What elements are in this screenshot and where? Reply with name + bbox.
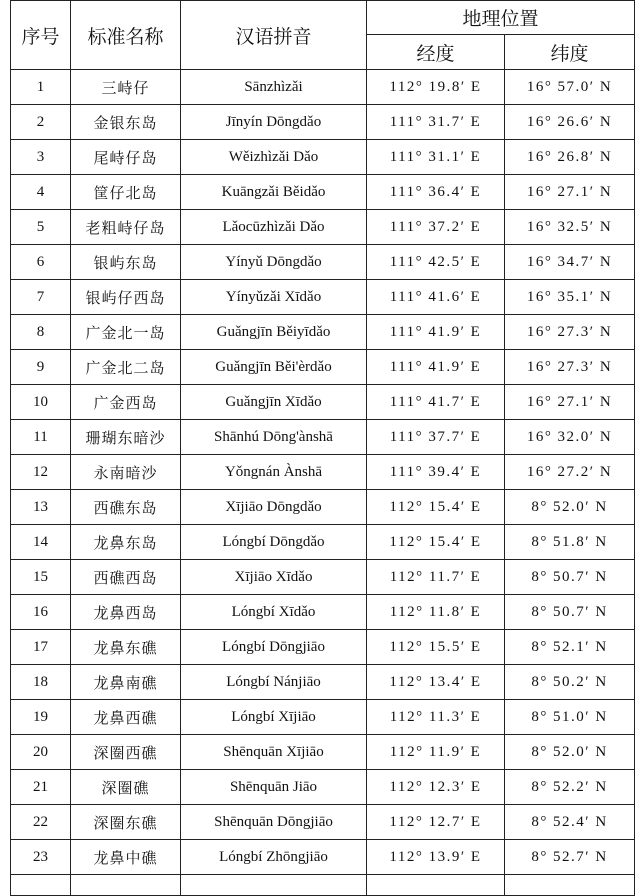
standard-name-cell: 龙鼻东礁 (71, 630, 181, 665)
row-index-cell: 21 (11, 770, 71, 805)
table-row (11, 630, 635, 665)
row-index-cell: 17 (11, 630, 71, 665)
table-row (11, 840, 635, 875)
longitude-cell: 112° 11.7′ E (367, 560, 505, 595)
standard-name-cell: 西礁东岛 (71, 490, 181, 525)
latitude-cell: 16° 26.6′ N (505, 105, 635, 140)
longitude-cell: 112° 15.5′ E (367, 630, 505, 665)
pinyin-cell: Wěizhìzǎi Dǎo (181, 140, 367, 175)
pinyin-cell: Shānhú Dōng'ànshā (181, 420, 367, 455)
row-index-cell: 22 (11, 805, 71, 840)
header-longitude: 经度 (367, 35, 505, 70)
pinyin-cell: Shēnquān Dōngjiāo (181, 805, 367, 840)
latitude-cell: 8° 52.2′ N (505, 770, 635, 805)
table-row (11, 140, 635, 175)
longitude-cell: 112° 12.7′ E (367, 805, 505, 840)
longitude-cell: 111° 41.9′ E (367, 350, 505, 385)
latitude-cell: 16° 35.1′ N (505, 280, 635, 315)
empty-cell (181, 875, 367, 896)
standard-name-cell: 筐仔北岛 (71, 175, 181, 210)
standard-name-cell: 深圈礁 (71, 770, 181, 805)
standard-name-cell: 广金北二岛 (71, 350, 181, 385)
empty-cell (71, 875, 181, 896)
row-index-cell: 3 (11, 140, 71, 175)
table-row (11, 805, 635, 840)
header-pinyin: 汉语拼音 (181, 1, 367, 70)
longitude-cell: 112° 15.4′ E (367, 490, 505, 525)
standard-name-cell: 龙鼻南礁 (71, 665, 181, 700)
header-geographic-location: 地理位置 (367, 1, 635, 35)
pinyin-cell: Lóngbí Zhōngjiāo (181, 840, 367, 875)
row-index-cell: 19 (11, 700, 71, 735)
pinyin-cell: Lóngbí Xīdǎo (181, 595, 367, 630)
latitude-cell: 16° 27.2′ N (505, 455, 635, 490)
row-index-cell: 16 (11, 595, 71, 630)
table-row (11, 70, 635, 105)
table-row (11, 210, 635, 245)
longitude-cell: 112° 11.3′ E (367, 700, 505, 735)
row-index-cell: 8 (11, 315, 71, 350)
empty-cell (11, 875, 71, 896)
header-index: 序号 (11, 1, 71, 70)
latitude-cell: 16° 57.0′ N (505, 70, 635, 105)
pinyin-cell: Guǎngjīn Běi'èrdǎo (181, 350, 367, 385)
table-row (11, 665, 635, 700)
latitude-cell: 16° 27.1′ N (505, 385, 635, 420)
table-row (11, 595, 635, 630)
table-row (11, 385, 635, 420)
table-row (11, 105, 635, 140)
table-body (11, 70, 635, 896)
row-index-cell: 12 (11, 455, 71, 490)
latitude-cell: 8° 50.7′ N (505, 595, 635, 630)
empty-cell (505, 875, 635, 896)
latitude-cell: 8° 52.0′ N (505, 490, 635, 525)
standard-name-cell: 深圈西礁 (71, 735, 181, 770)
latitude-cell: 8° 52.0′ N (505, 735, 635, 770)
longitude-cell: 112° 19.8′ E (367, 70, 505, 105)
table-row-partial (11, 875, 635, 896)
standard-name-cell: 尾峙仔岛 (71, 140, 181, 175)
standard-name-cell: 三峙仔 (71, 70, 181, 105)
pinyin-cell: Lóngbí Nánjiāo (181, 665, 367, 700)
header-standard-name: 标准名称 (71, 1, 181, 70)
longitude-cell: 112° 11.8′ E (367, 595, 505, 630)
row-index-cell: 14 (11, 525, 71, 560)
standard-name-cell: 广金西岛 (71, 385, 181, 420)
standard-name-cell: 广金北一岛 (71, 315, 181, 350)
row-index-cell: 7 (11, 280, 71, 315)
table-row (11, 245, 635, 280)
latitude-cell: 16° 34.7′ N (505, 245, 635, 280)
pinyin-cell: Shēnquān Jiāo (181, 770, 367, 805)
latitude-cell: 16° 32.0′ N (505, 420, 635, 455)
row-index-cell: 11 (11, 420, 71, 455)
gazetteer-table (10, 0, 635, 896)
longitude-cell: 112° 15.4′ E (367, 525, 505, 560)
latitude-cell: 8° 52.4′ N (505, 805, 635, 840)
pinyin-cell: Guǎngjīn Xīdǎo (181, 385, 367, 420)
standard-name-cell: 银屿仔西岛 (71, 280, 181, 315)
longitude-cell: 111° 37.2′ E (367, 210, 505, 245)
latitude-cell: 16° 27.1′ N (505, 175, 635, 210)
pinyin-cell: Xījiāo Dōngdǎo (181, 490, 367, 525)
latitude-cell: 8° 51.0′ N (505, 700, 635, 735)
latitude-cell: 16° 27.3′ N (505, 315, 635, 350)
pinyin-cell: Yǒngnán Ànshā (181, 455, 367, 490)
pinyin-cell: Kuāngzǎi Běidǎo (181, 175, 367, 210)
table-row (11, 315, 635, 350)
table-row (11, 525, 635, 560)
standard-name-cell: 珊瑚东暗沙 (71, 420, 181, 455)
standard-name-cell: 永南暗沙 (71, 455, 181, 490)
latitude-cell: 16° 26.8′ N (505, 140, 635, 175)
row-index-cell: 15 (11, 560, 71, 595)
longitude-cell: 111° 36.4′ E (367, 175, 505, 210)
pinyin-cell: Guǎngjīn Běiyīdǎo (181, 315, 367, 350)
longitude-cell: 112° 12.3′ E (367, 770, 505, 805)
pinyin-cell: Jīnyín Dōngdǎo (181, 105, 367, 140)
standard-name-cell: 银屿东岛 (71, 245, 181, 280)
standard-name-cell: 老粗峙仔岛 (71, 210, 181, 245)
row-index-cell: 6 (11, 245, 71, 280)
table-row (11, 455, 635, 490)
standard-name-cell: 深圈东礁 (71, 805, 181, 840)
row-index-cell: 5 (11, 210, 71, 245)
table-row (11, 735, 635, 770)
longitude-cell: 111° 41.7′ E (367, 385, 505, 420)
table-row (11, 420, 635, 455)
latitude-cell: 8° 50.7′ N (505, 560, 635, 595)
row-index-cell: 18 (11, 665, 71, 700)
header-latitude: 纬度 (505, 35, 635, 70)
pinyin-cell: Lǎocūzhìzǎi Dǎo (181, 210, 367, 245)
standard-name-cell: 西礁西岛 (71, 560, 181, 595)
pinyin-cell: Sānzhìzǎi (181, 70, 367, 105)
latitude-cell: 8° 50.2′ N (505, 665, 635, 700)
table-row (11, 490, 635, 525)
pinyin-cell: Yínyǔzǎi Xīdǎo (181, 280, 367, 315)
longitude-cell: 112° 11.9′ E (367, 735, 505, 770)
pinyin-cell: Shēnquān Xījiāo (181, 735, 367, 770)
longitude-cell: 111° 41.6′ E (367, 280, 505, 315)
empty-cell (367, 875, 505, 896)
longitude-cell: 111° 37.7′ E (367, 420, 505, 455)
latitude-cell: 8° 52.7′ N (505, 840, 635, 875)
latitude-cell: 16° 27.3′ N (505, 350, 635, 385)
standard-name-cell: 龙鼻西礁 (71, 700, 181, 735)
table-row (11, 280, 635, 315)
latitude-cell: 8° 51.8′ N (505, 525, 635, 560)
row-index-cell: 20 (11, 735, 71, 770)
row-index-cell: 23 (11, 840, 71, 875)
longitude-cell: 111° 41.9′ E (367, 315, 505, 350)
table-row (11, 350, 635, 385)
pinyin-cell: Lóngbí Dōngdǎo (181, 525, 367, 560)
standard-name-cell: 龙鼻东岛 (71, 525, 181, 560)
standard-name-cell: 金银东岛 (71, 105, 181, 140)
row-index-cell: 1 (11, 70, 71, 105)
latitude-cell: 8° 52.1′ N (505, 630, 635, 665)
longitude-cell: 111° 31.1′ E (367, 140, 505, 175)
pinyin-cell: Lóngbí Dōngjiāo (181, 630, 367, 665)
longitude-cell: 111° 31.7′ E (367, 105, 505, 140)
table-row (11, 770, 635, 805)
row-index-cell: 13 (11, 490, 71, 525)
standard-name-cell: 龙鼻西岛 (71, 595, 181, 630)
longitude-cell: 111° 42.5′ E (367, 245, 505, 280)
table-row (11, 700, 635, 735)
pinyin-cell: Lóngbí Xījiāo (181, 700, 367, 735)
standard-name-cell: 龙鼻中礁 (71, 840, 181, 875)
table-row (11, 175, 635, 210)
longitude-cell: 112° 13.9′ E (367, 840, 505, 875)
table-row (11, 560, 635, 595)
latitude-cell: 16° 32.5′ N (505, 210, 635, 245)
row-index-cell: 4 (11, 175, 71, 210)
row-index-cell: 2 (11, 105, 71, 140)
row-index-cell: 10 (11, 385, 71, 420)
longitude-cell: 111° 39.4′ E (367, 455, 505, 490)
row-index-cell: 9 (11, 350, 71, 385)
pinyin-cell: Yínyǔ Dōngdǎo (181, 245, 367, 280)
longitude-cell: 112° 13.4′ E (367, 665, 505, 700)
pinyin-cell: Xījiāo Xīdǎo (181, 560, 367, 595)
